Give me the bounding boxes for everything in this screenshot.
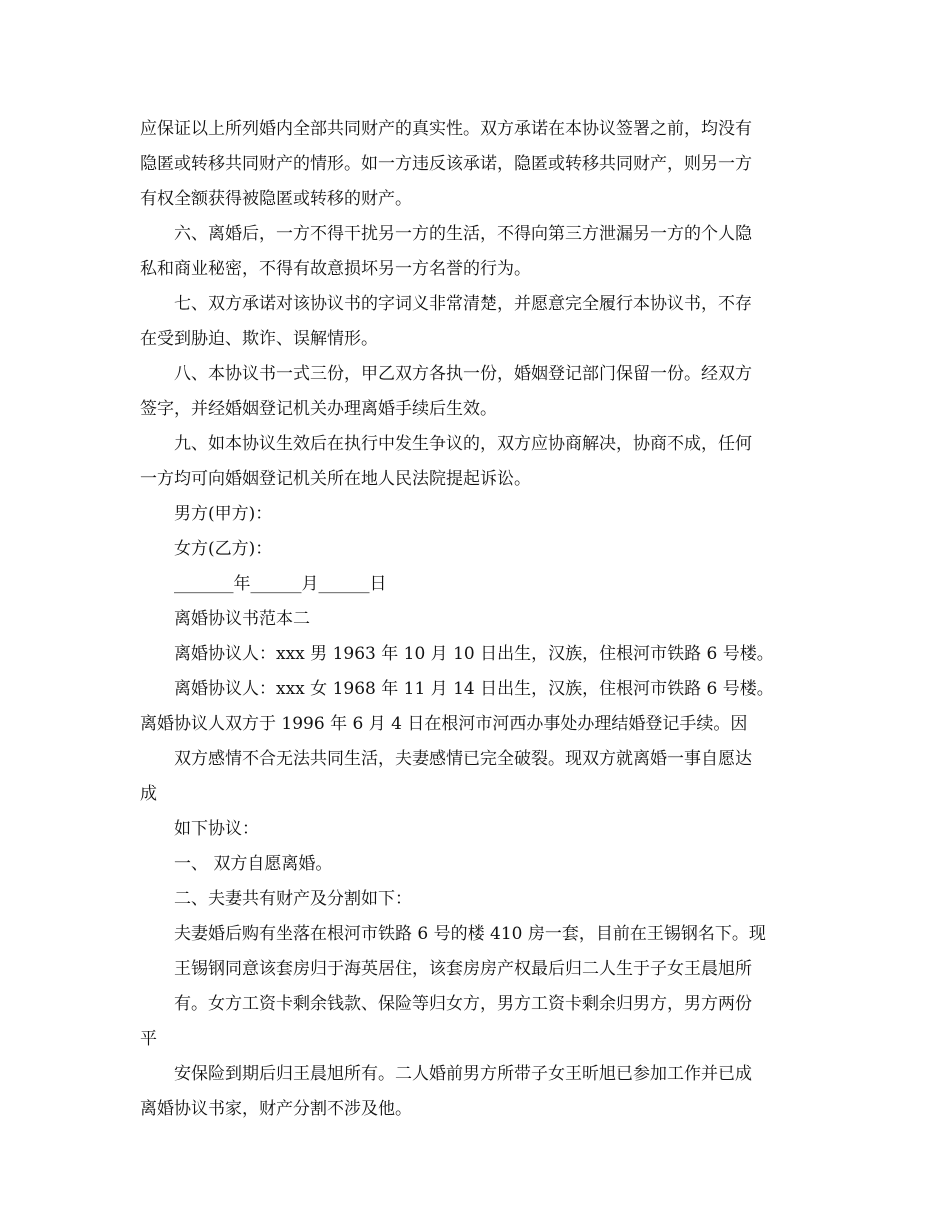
text-line: 七、双方承诺对该协议书的字词义非常清楚，并愿意完全履行本协议书，不存: [174, 294, 752, 314]
text-line: 如下协议：: [174, 819, 259, 839]
text-line: 离婚协议书家，财产分割不涉及他。: [140, 1099, 412, 1119]
date-blank: _______年______月______日: [174, 574, 387, 594]
text-line: 一方均可向婚姻登记机关所在地人民法院提起诉讼。: [140, 469, 531, 489]
text-line: 六、离婚后，一方不得干扰另一方的生活，不得向第三方泄漏另一方的个人隐: [174, 224, 752, 244]
text-line: 平: [140, 1029, 157, 1049]
text-line: 成: [140, 784, 157, 804]
text-line: 八、本协议书一式三份，甲乙双方各执一份，婚姻登记部门保留一份。经双方: [174, 364, 752, 384]
text-line: 有。女方工资卡剩余钱款、保险等归女方，男方工资卡剩余归男方，男方两份: [174, 994, 752, 1014]
text-line: 应保证以上所列婚内全部共同财产的真实性。双方承诺在本协议签署之前，均没有: [140, 119, 752, 139]
text-line: 夫妻婚后购有坐落在根河市铁路 6 号的楼 410 房一套，目前在王锡钢名下。现: [174, 924, 766, 944]
signature-female-label: 女方(乙方)：: [174, 539, 273, 559]
text-line: 有权全额获得被隐匿或转移的财产。: [140, 189, 412, 209]
signature-male-label: 男方(甲方)：: [174, 504, 273, 524]
text-line: 安保险到期后归王晨旭所有。二人婚前男方所带子女王昕旭已参加工作并已成: [174, 1064, 752, 1084]
text-line: 王锡钢同意该套房归于海英居住，该套房房产权最后归二人生于子女王晨旭所: [174, 959, 752, 979]
text-line: 私和商业秘密，不得有故意损坏另一方名誉的行为。: [140, 259, 531, 279]
text-line: 签字，并经婚姻登记机关办理离婚手续后生效。: [140, 399, 497, 419]
text-line: 在受到胁迫、欺诈、误解情形。: [140, 329, 378, 349]
section-title: 离婚协议书范本二: [174, 609, 310, 629]
text-line: 二、夫妻共有财产及分割如下：: [174, 889, 412, 909]
text-line: 离婚协议人双方于 1996 年 6 月 4 日在根河市河西办事处办理结婚登记手续。因: [140, 714, 748, 734]
text-line: 双方感情不合无法共同生活，夫妻感情已完全破裂。现双方就离婚一事自愿达: [174, 749, 752, 769]
text-line: 隐匿或转移共同财产的情形。如一方违反该承诺，隐匿或转移共同财产，则另一方: [140, 154, 752, 174]
text-line: 离婚协议人：xxx 男 1963 年 10 月 10 日出生，汉族，住根河市铁路 6 号楼。: [174, 644, 774, 664]
text-line: 一、 双方自愿离婚。: [174, 854, 333, 874]
text-line: 九、如本协议生效后在执行中发生争议的，双方应协商解决，协商不成，任何: [174, 434, 752, 454]
text-line: 离婚协议人：xxx 女 1968 年 11 月 14 日出生，汉族，住根河市铁路 6 号楼。: [174, 679, 774, 699]
